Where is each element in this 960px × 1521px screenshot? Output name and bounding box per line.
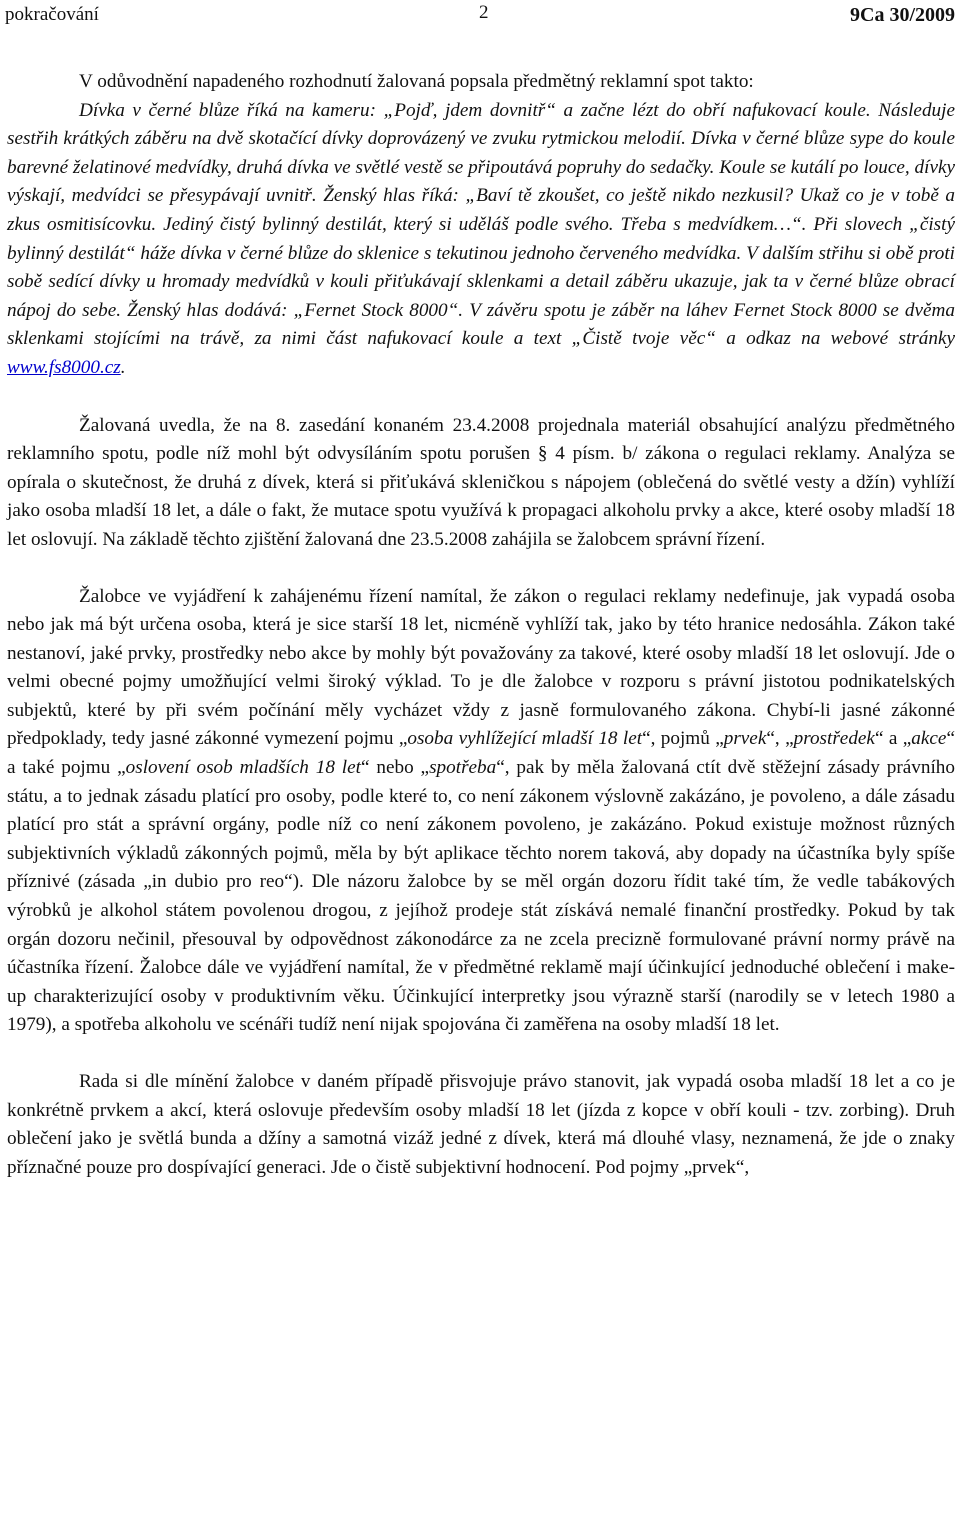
italic-term: akce [911, 728, 947, 750]
text-run: “, „ [766, 728, 794, 750]
page-header [5, 4, 955, 34]
document-body [7, 68, 955, 1182]
header-continuation-label: pokračování [5, 4, 99, 25]
text-run: “ nebo „ [361, 757, 430, 779]
text-run: “ a také pojmu „ [7, 728, 955, 779]
italic-term: prostředek [793, 728, 875, 750]
spacer [7, 555, 955, 583]
text-run: “ a „ [874, 728, 912, 750]
spacer [7, 1040, 955, 1068]
page-number: 2 [479, 2, 489, 23]
case-number: 9Ca 30/2009 [850, 4, 955, 26]
italic-term: oslovení osob mladších 18 let [125, 757, 361, 779]
text-run: “, pak by měla žalovaná ctít dvě stěžejní zásady právního státu, a to jednak zásadu platící pro osoby, podle které to, co není zákonem výslovně zakázáno, je povoleno, a dále zásadu platící pro stát a správní orgány, podle níž co není zákonem povoleno, je zakázáno. Pokud existuje možnost různých subjektivních výkladů zákonných pojmů, měla by být aplikace těchto norem taková, aby dopady na účastníka byly spíše příznivé (zásada „in dubio pro reo“). Dle názoru žalobce by se měl orgán dozoru řídit také tím, že vedle tabákových výrobků je alkohol státem povolenou drogou, z jejíhož prodeje stát získává nemalé finanční prostředky. Pokud by tak orgán dozoru nečinil, přesouval by odpovědnost zákonodárce za ne zcela precizně formulované právní normy právě na účastníka řízení. Žalobce dále ve vyjádření namítal, že v předmětné reklamě mají účinkující jednoduché oblečení i make-up charakterizující osoby v produktivním věku. Účinkující interpretky jsou výrazně starší (narodily se v letech 1980 a 1979), a spotřeba alkoholu ve scénáři tudíž není nijak spojována či zaměřena na osoby mladší 18 let. [7, 757, 955, 1036]
website-link[interactable]: www.fs8000.cz [7, 356, 121, 378]
paragraph-defendant: Žalovaná uvedla, že na 8. zasedání konaném 23.4.2008 projednala materiál obsahující analýzu předmětného reklamního spotu, podle níž mohl být odvysíláním spotu porušen § 4 písm. b/ zákona o regulaci reklamy. Analýza se opírala o skutečnost, že druhá z dívek, která si přiťukává skleničkou s nápojem (oblečená do světlé vesty a džín) vyhlíží jako osoba mladší 18 let, a dále o fakt, že mutace spotu využívá k propagaci alkoholu prvky a akce, které osoby mladší 18 let oslovují. Na základě těchto zjištění žalovaná dne 23.5.2008 zahájila se žalobcem správní řízení. [7, 414, 955, 550]
paragraph-council: Rada si dle mínění žalobce v daném případě přisvojuje právo stanovit, jak vypadá osoba mladší 18 let a co je konkrétně prvkem a akcí, která oslovuje především osoby mladší 18 let (jízda z kopce v obří kouli - tzv. zorbing). Druh oblečení jako je světlá bunda a džíny a samotná vizáž jedné z dívek, která má dlouhé vlasy, neznamená, že jde o znaky příznačné pouze pro dospívající generaci. Jde o čistě subjektivní hodnocení. Pod pojmy „prvek“, [7, 1071, 955, 1178]
spot-description-quote [7, 97, 955, 383]
quote-end: . [120, 356, 126, 378]
italic-term: spotřeba [429, 757, 497, 779]
spacer [7, 383, 955, 412]
italic-term: prvek [723, 728, 767, 750]
text-run: Žalobce ve vyjádření k zahájenému řízení namítal, že zákon o regulaci reklamy nedefinuje, jak vypadá osoba nebo jak má být určena osoba, která je sice starší 18 let, nicméně vyhlíží tak, jako by této hranice nedosáhla. Zákon také nestanoví, jaké prvky, prostředky nebo akce by mohly být považovány za takové, které osoby mladší 18 let oslovují. Jde o velmi obecné pojmy umožňující velmi široký výklad. To je dle žalobce v rozporu s právní jistotou podnikatelských subjektů, které by při svém počínání měly vycházet vždy z jasně formulovaného zákona. Chybí-li jasné zákonné předpoklady, tedy jasné zákonné vymezení pojmu „ [7, 585, 955, 750]
paragraph-plaintiff-objection [7, 583, 955, 1041]
text-run: “, pojmů „ [642, 728, 724, 750]
quote-text: Dívka v černé blůze říká na kameru: „Pojď, jdem dovnitř“ a začne lézt do obří nafukovací koule. Následuje sestřih krátkých záběru na dvě skotačící dívky doprovázený ve zvuku rytmickou melodií. Dívka v černé blůze sype do koule barevné želatinové medvídky, druhá dívka ve světlé vestě se připoutává popruhy do sedačky. Koule se kutálí po louce, dívky výskají, medvídci se přesypávají uvnitř. Ženský hlas říká: „Baví tě zkoušet, co ještě nikdo nezkusil? Ukaž co je v tobě a zkus osmitisícovku. Jediný čistý bylinný destilát, který si uděláš podle svého. Třeba s medvídkem…“. Při slovech „čistý bylinný destilát“ háže dívka v černé blůze do sklenice s tekutinou jednoho červeného medvídka. V dalším střihu si obě proti sobě sedící dívky u hromady medvídků v kouli přiťukávají sklenkami a detail záběru ukazuje, jak ta v černé blůze obrací nápoj do sebe. Ženský hlas dodává: „Fernet Stock 8000“. V závěru spotu je záběr na láhev Fernet Stock 8000 se dvěma sklenkami stojícími na trávě, za nimi část nafukovací koule a text „Čistě tvoje věc“ a odkaz na webové stránky [7, 99, 955, 350]
italic-term: osoba vyhlížející mladší 18 let [407, 728, 643, 750]
paragraph-intro: V odůvodnění napadeného rozhodnutí žalovaná popsala předmětný reklamní spot takto: [79, 71, 754, 92]
